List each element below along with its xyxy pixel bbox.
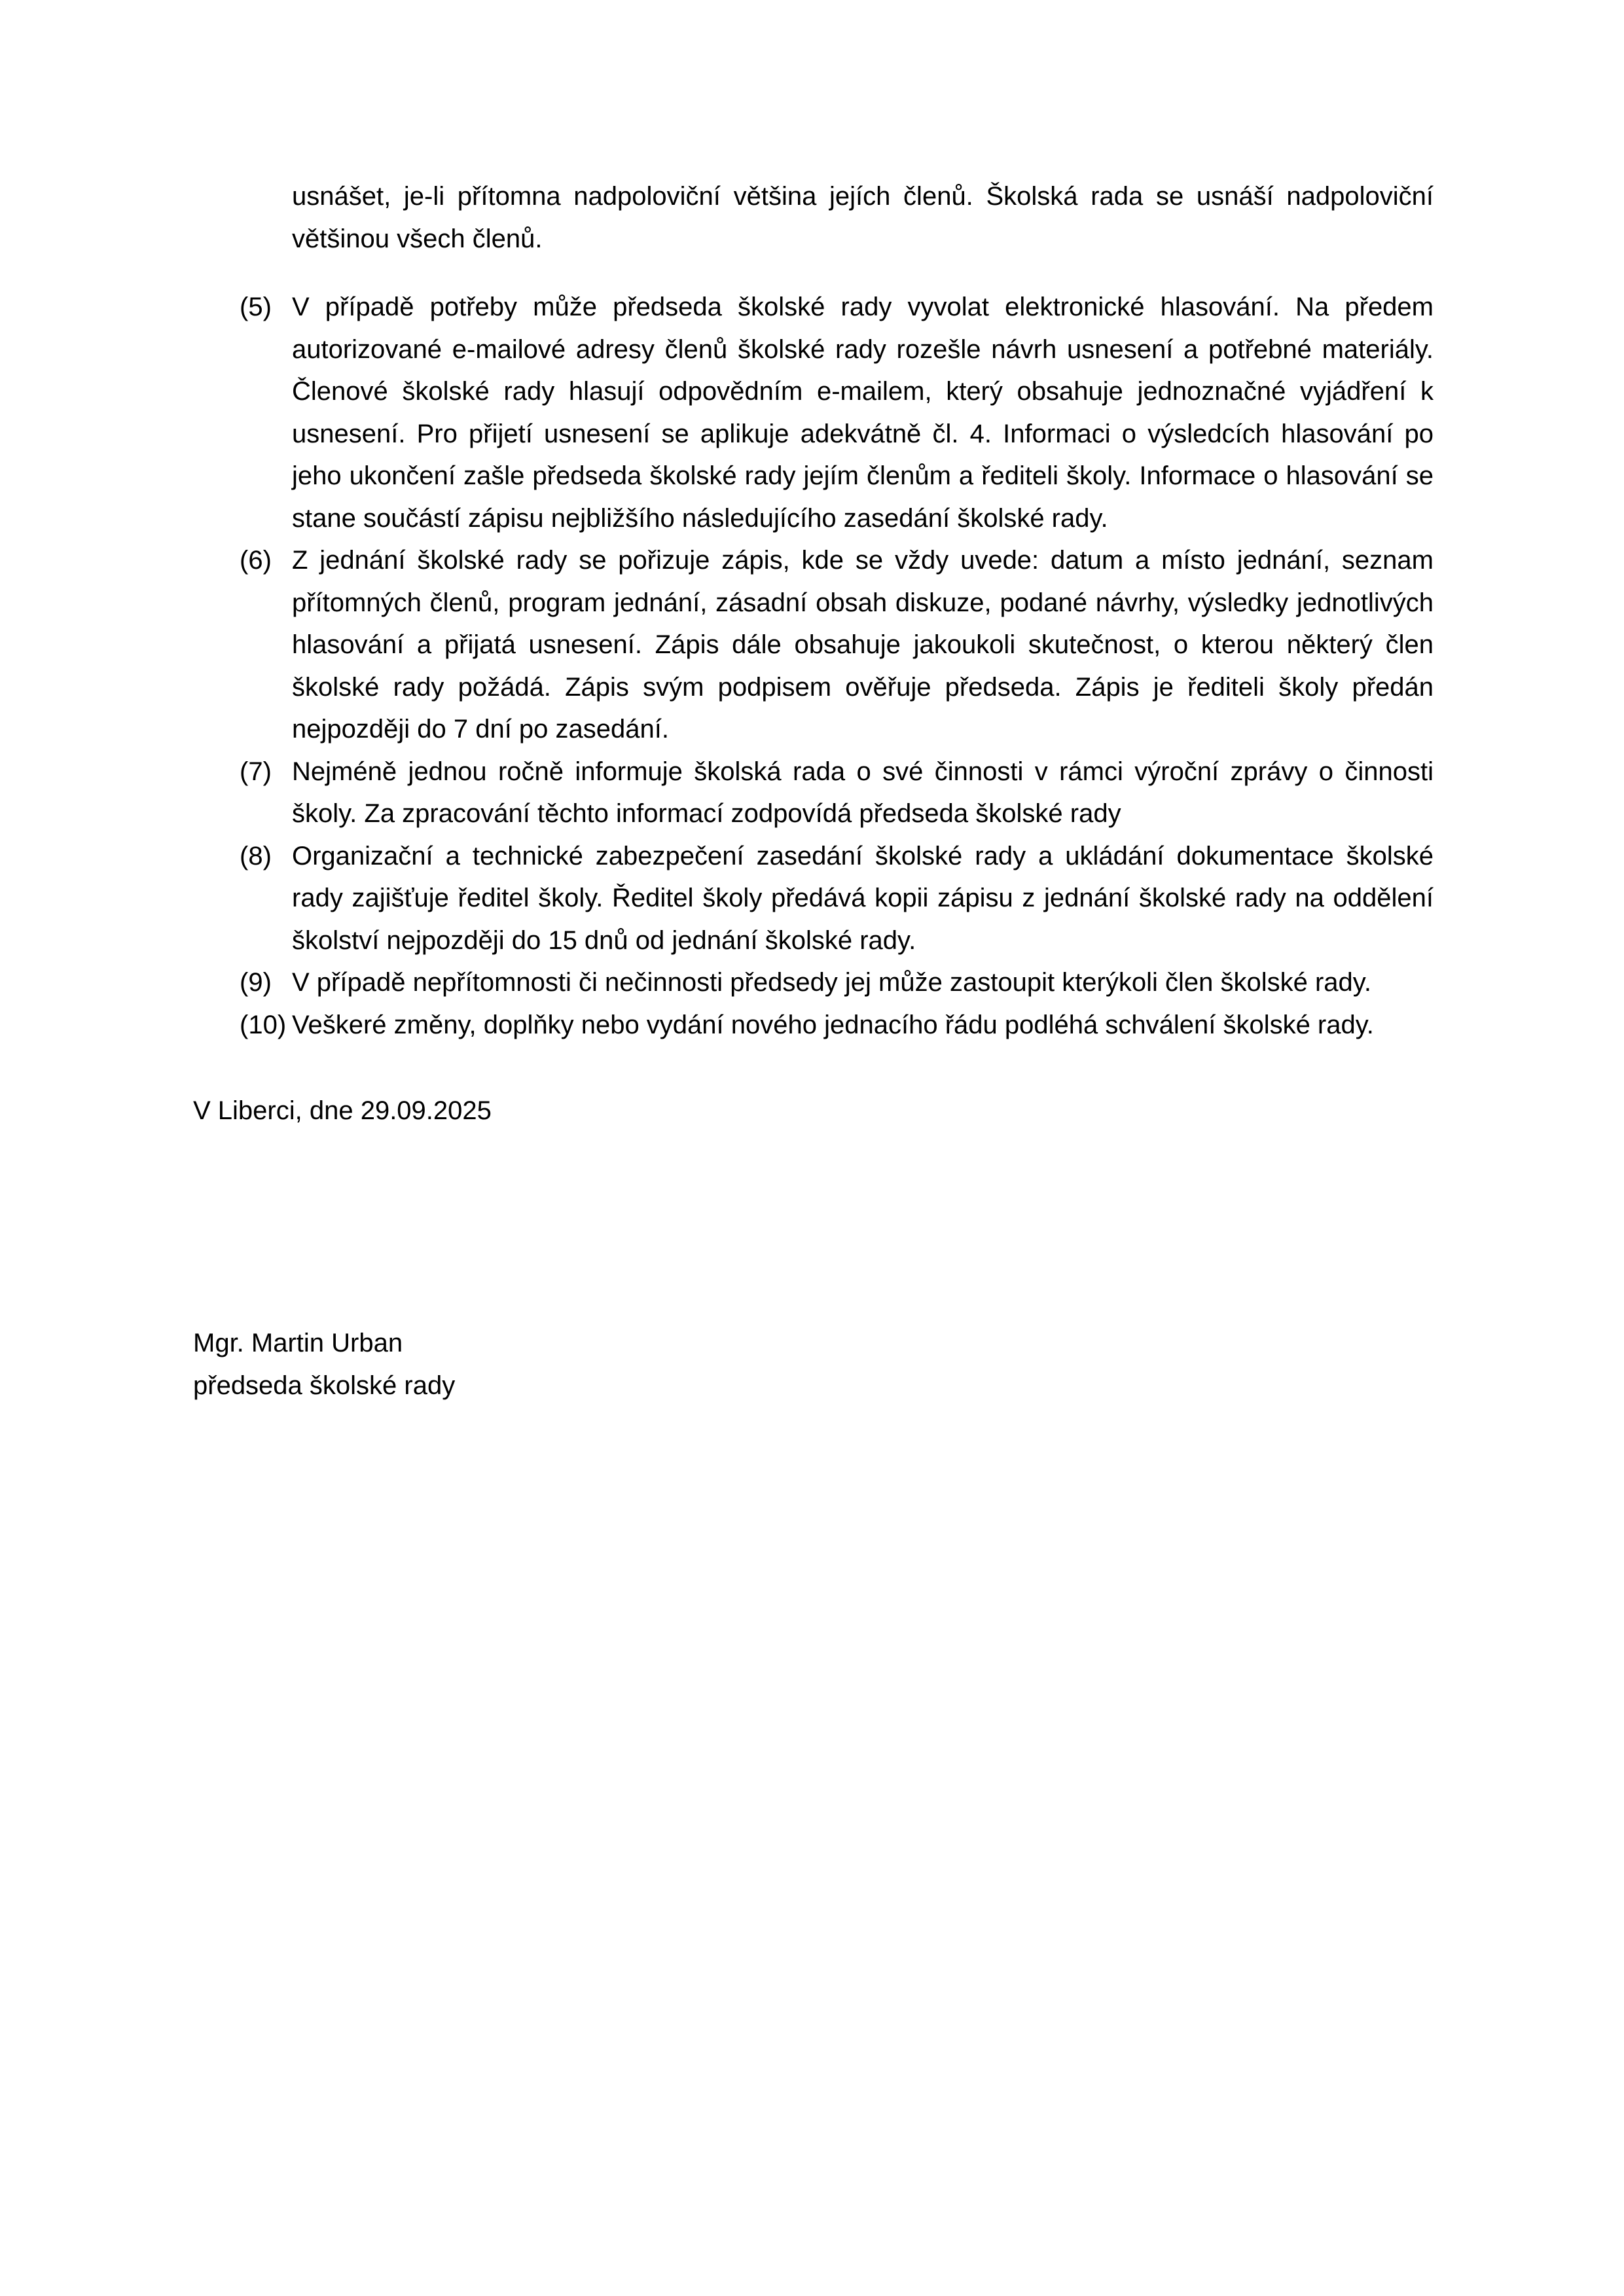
paragraph-number: (6): [240, 546, 272, 575]
paragraph-text: Nejméně jednou ročně informuje školská rada o své činnosti v rámci výroční zprávy o činnosti školy. Za zpracování těchto informací zodpovídá předseda školské rady: [292, 757, 1434, 828]
paragraph-7: [240, 751, 1434, 835]
signature-block: [193, 1322, 455, 1407]
signatory-role: předseda školské rady: [193, 1371, 456, 1400]
paragraph-text: V případě potřeby může předseda školské rady vyvolat elektronické hlasování. Na předem autorizované e-mailové adresy členů školské rady rozešle návrh usnesení a potřebné materiály. Členové školské rady hlasují odpovědním e-mailem, který obsahuje jednoznačné vyjádření k usnesení. Pro přijetí usnesení se aplikuje adekvátně čl. 4. Informaci o výsledcích hlasování po jeho ukončení zašle předseda školské rady jejím členům a řediteli školy. Informace o hlasování se stane součástí zápisu nejbližšího následujícího zasedání školské rady.: [292, 293, 1434, 533]
paragraph-text: Z jednání školské rady se pořizuje zápis, kde se vždy uvede: datum a místo jednání, seznam přítomných členů, program jednání, zásadní obsah diskuze, podané návrhy, výsledky jednotlivých hlasování a přijatá usnesení. Zápis dále obsahuje jakoukoli skutečnost, o kterou některý člen školské rady požádá. Zápis svým podpisem ověřuje předseda. Zápis je řediteli školy předán nejpozději do 7 dní po zasedání.: [292, 546, 1434, 744]
paragraph-number: (8): [240, 841, 272, 870]
signatory-name: Mgr. Martin Urban: [193, 1329, 403, 1357]
paragraph-9: [240, 961, 1434, 1004]
paragraph-10: [240, 1004, 1434, 1047]
paragraph-number: (7): [240, 757, 272, 786]
paragraph-8: [240, 835, 1434, 962]
paragraph-number: (10): [240, 1010, 287, 1039]
paragraph-number: (5): [240, 293, 272, 321]
paragraph-number: (9): [240, 968, 272, 997]
document-body: [240, 149, 1434, 1046]
paragraph-text: Organizační a technické zabezpečení zasedání školské rady a ukládání dokumentace školské rady zajišťuje ředitel školy. Ředitel školy předává kopii zápisu z jednání školské rady na oddělení školství nejpozději do 15 dnů od jednání školské rady.: [292, 841, 1434, 955]
paragraph-5: [240, 286, 1434, 539]
place-and-date: V Liberci, dne 29.09.2025: [193, 1096, 492, 1125]
paragraph-6: [240, 539, 1434, 751]
paragraph-text: Veškeré změny, doplňky nebo vydání nového jednacího řádu podléhá schválení školské rady.: [292, 1010, 1374, 1039]
paragraph-text: V případě nepřítomnosti či nečinnosti předsedy jej může zastoupit kterýkoli člen školské rady.: [292, 968, 1371, 997]
paragraph-continuation: usnášet, je-li přítomna nadpoloviční většina jejích členů. Školská rada se usnáší nadpoloviční většinou všech členů.: [292, 182, 1434, 253]
